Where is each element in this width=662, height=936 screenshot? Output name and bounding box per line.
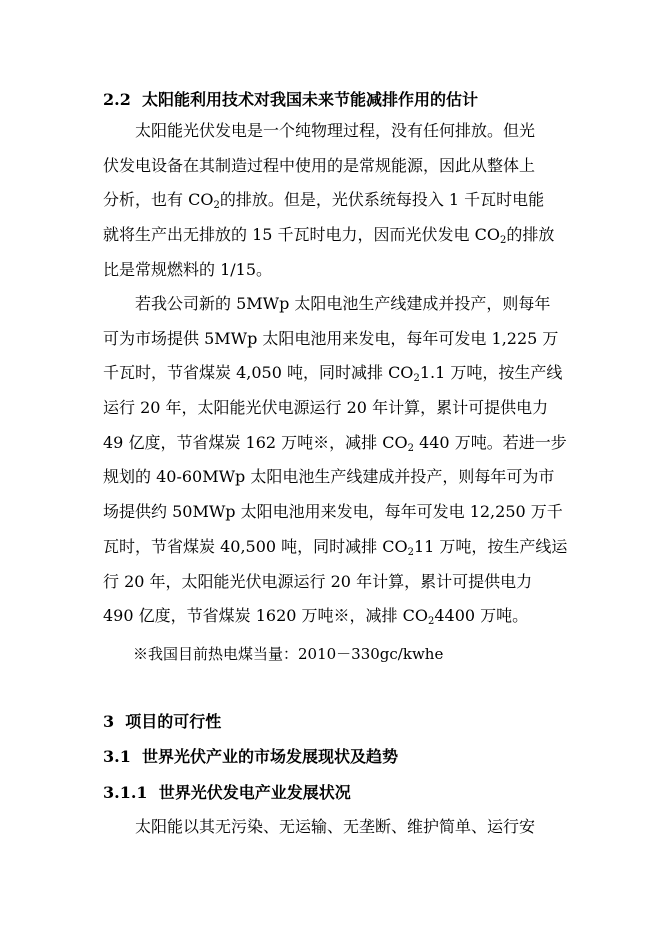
text-line: 若我公司新的 5MWp 太阳电池生产线建成并投产，则每年 bbox=[135, 294, 551, 313]
heading-3-1-1 bbox=[103, 782, 351, 804]
text-line: 就将生产出无排放的 15 千瓦时电力，因而光伏发电 $CO_2$的排放 bbox=[103, 225, 555, 247]
heading-title: 世界光伏产业的市场发展现状及趋势 bbox=[141, 747, 398, 766]
text-line: 千瓦时，节省煤炭 4,050 吨，同时减排 $CO_21.1$ 万吨，按生产线 bbox=[103, 363, 563, 385]
heading-number: 3.1 bbox=[103, 747, 131, 766]
text-line: 伏发电设备在其制造过程中使用的是常规能源，因此从整体上 bbox=[103, 155, 536, 175]
text-line: 49 亿度，节省煤炭 162 万吨※，减排 $CO_2$ 440 万吨。若进一步 bbox=[103, 432, 567, 454]
text-line: 场提供约 50MWp 太阳电池用来发电，每年可发电 12,250 万千 bbox=[103, 502, 563, 522]
text-line: 太阳能以其无污染、无运输、无垄断、维护简单、运行安 bbox=[135, 817, 536, 836]
heading-3-1 bbox=[103, 746, 398, 768]
text-line: 490 亿度，节省煤炭 1620 万吨※，减排 $CO_24400$ 万吨。 bbox=[103, 606, 529, 628]
paragraph-1 bbox=[103, 114, 558, 287]
footnote: ※我国目前热电煤当量：2010－330gc/kwhe bbox=[133, 645, 444, 663]
heading-2-2 bbox=[103, 89, 478, 111]
heading-number: 3.1.1 bbox=[103, 783, 148, 802]
paragraph-2 bbox=[103, 287, 568, 634]
heading-number: 3 bbox=[103, 712, 115, 731]
paragraph-3 bbox=[103, 810, 558, 845]
text-line: 分析，也有 $CO_2$的排放。但是，光伏系统每投入 1 千瓦时电能 bbox=[103, 190, 545, 212]
heading-number: 2.2 bbox=[103, 90, 131, 109]
text-line: 运行 20 年，太阳能光伏电源运行 20 年计算，累计可提供电力 bbox=[103, 398, 549, 418]
text-line: 规划的 40-60MWp 太阳电池生产线建成并投产，则每年可为市 bbox=[103, 467, 555, 487]
text-line: 行 20 年，太阳能光伏电源运行 20 年计算，累计可提供电力 bbox=[103, 571, 533, 591]
text-line: 太阳能光伏发电是一个纯物理过程，没有任何排放。但光 bbox=[135, 121, 536, 140]
heading-title: 太阳能利用技术对我国未来节能减排作用的估计 bbox=[141, 90, 478, 109]
heading-title: 世界光伏发电产业发展状况 bbox=[158, 783, 351, 802]
text-line: 可为市场提供 5MWp 太阳电池用来发电，每年可发电 1,225 万 bbox=[103, 328, 559, 348]
text-line: 瓦时，节省煤炭 40,500 吨，同时减排 $CO_211$ 万吨，按生产线运 bbox=[103, 536, 568, 558]
heading-3 bbox=[103, 711, 221, 733]
text-line: 比是常规燃料的 1/15。 bbox=[103, 259, 273, 279]
heading-title: 项目的可行性 bbox=[125, 712, 222, 731]
